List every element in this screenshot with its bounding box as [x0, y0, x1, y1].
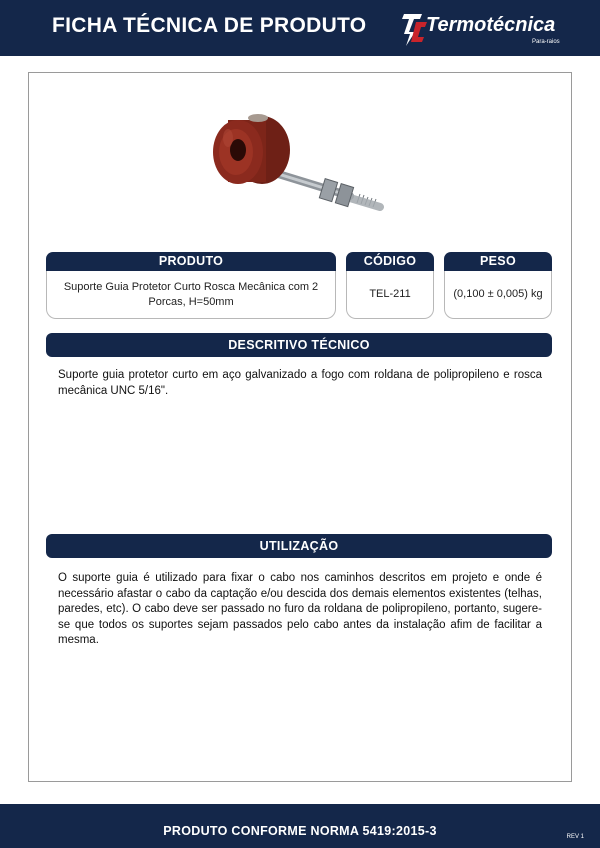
- technical-section-header: DESCRITIVO TÉCNICO: [46, 333, 552, 357]
- brand-logo: [400, 8, 580, 50]
- footer-bar: [0, 804, 600, 848]
- norm-statement: PRODUTO CONFORME NORMA 5419:2015-3: [163, 824, 437, 838]
- code-column-header: CÓDIGO: [346, 252, 434, 271]
- technical-description: Suporte guia protetor curto em aço galvanizado a fogo com roldana de polipropileno e rosca mecânica UNC 5/16".: [58, 369, 542, 397]
- brand-name: Termotécnica: [426, 14, 556, 36]
- product-photo: [200, 108, 390, 220]
- product-column-header: PRODUTO: [46, 252, 336, 271]
- header-bar: [0, 0, 600, 56]
- brand-subtitle: Para-raios: [532, 39, 560, 45]
- usage-section-header: UTILIZAÇÃO: [46, 534, 552, 558]
- weight-column-header: PESO: [444, 252, 552, 271]
- product-weight: (0,100 ± 0,005) kg: [444, 271, 552, 319]
- product-description: Suporte Guia Protetor Curto Rosca Mecânica com 2 Porcas, H=50mm: [46, 271, 336, 319]
- product-code: TEL-211: [346, 271, 434, 319]
- usage-description: O suporte guia é utilizado para fixar o cabo nos caminhos descritos em projeto e onde é necessário afastar o cabo da captação e/ou descida dos demais elementos existentes (telhas, paredes, etc). O cabo deve ser passado no furo da roldana de polipropileno, portanto, sugere-se que todos os suportes sejam passados pelo cabo antes da instalação afim de facilitar a mesma.: [58, 572, 542, 646]
- revision-label: REV 1: [566, 834, 584, 840]
- page-title: FICHA TÉCNICA DE PRODUTO: [52, 14, 367, 37]
